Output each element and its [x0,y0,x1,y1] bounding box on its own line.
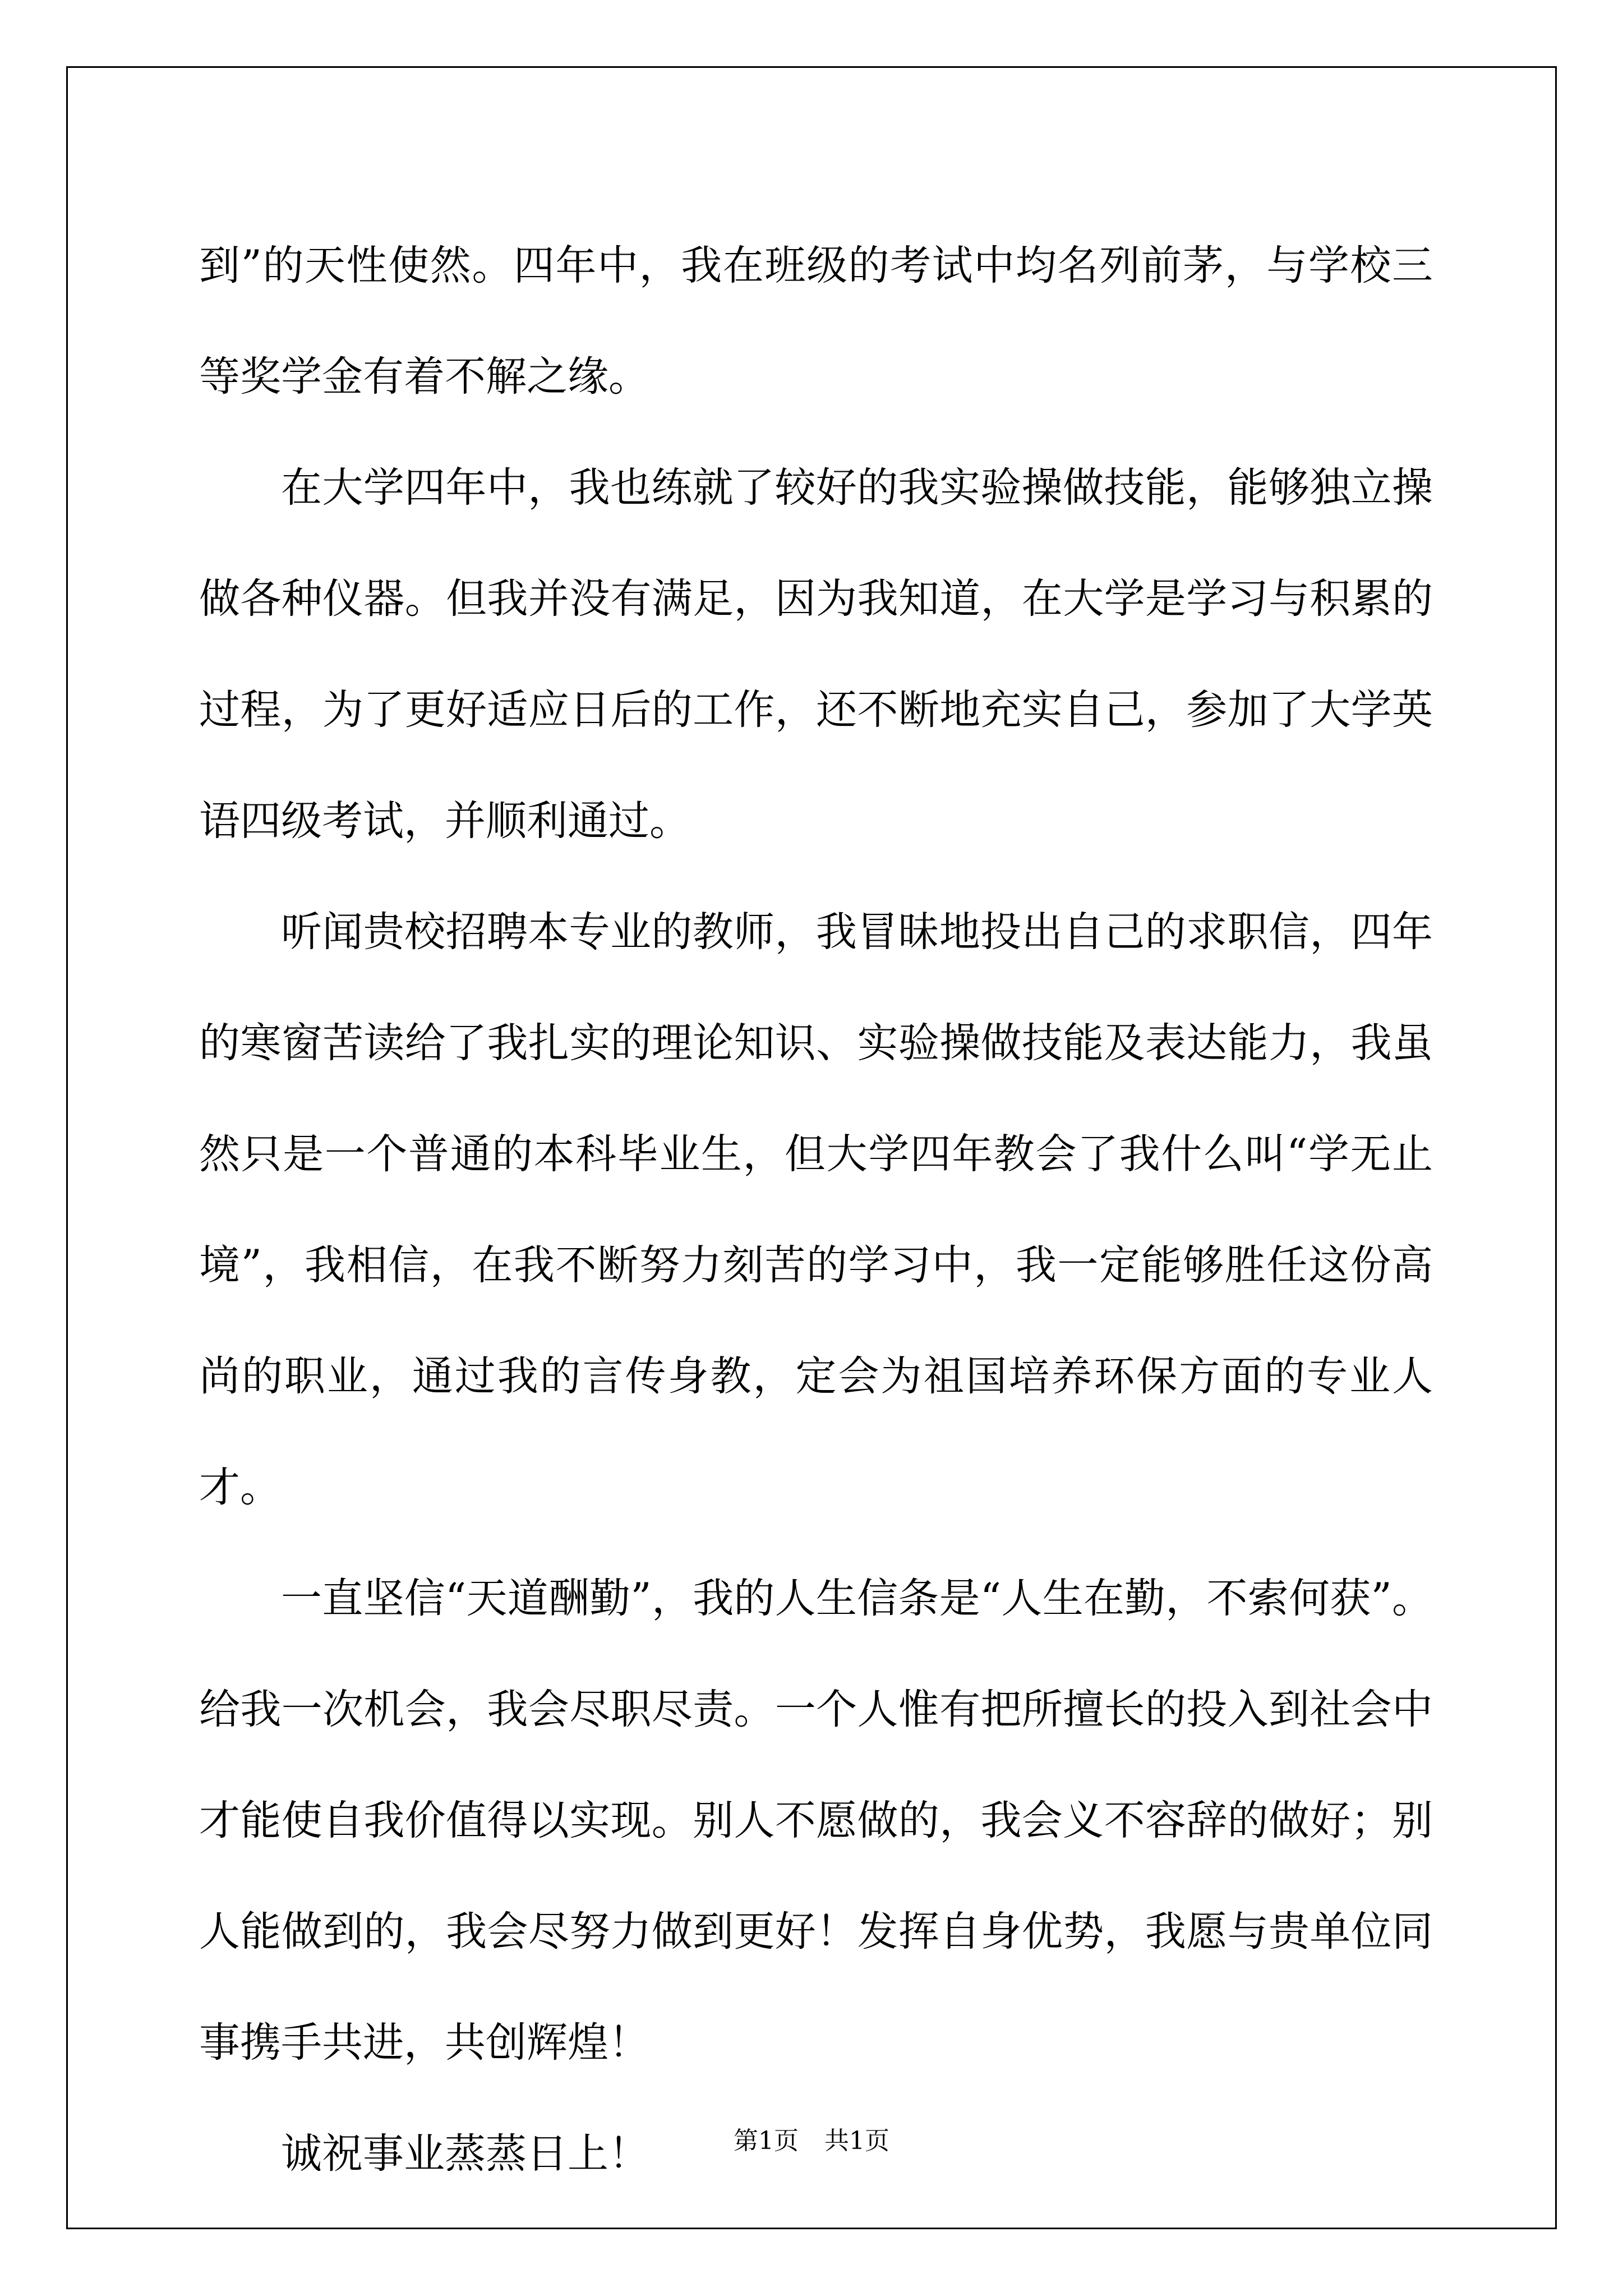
page-footer [0,2127,1623,2156]
paragraph-3: 听闻贵校招聘本专业的教师，我冒昧地投出自己的求职信，四年的寒窗苦读给了我扎实的理论知识、实验操做技能及表达能力，我虽然只是一个普通的本科毕业生，但大学四年教会了我什么叫“学无止境”，我相信，在我不断努力刻苦的学习中，我一定能够胜任这份高尚的职业，通过我的言传身教，定会为祖国培养环保方面的专业人才。 [199,908,1433,1511]
paragraph-4: 一直坚信“天道酬勤”，我的人生信条是“人生在勤，不索何获”。给我一次机会，我会尽职尽责。一个人惟有把所擅长的投入到社会中才能使自我价值得以实现。别人不愿做的，我会义不容辞的做好；别人能做到的，我会尽努力做到更好！发挥自身优势，我愿与贵单位同事携手共进，共创辉煌！ [199,1575,1433,2067]
letter-body [199,210,1433,2210]
paragraph-2: 在大学四年中，我也练就了较好的我实验操做技能，能够独立操做各种仪器。但我并没有满足，因为我知道，在大学是学习与积累的过程，为了更好适应日后的工作，还不断地充实自己，参加了大学英语四级考试，并顺利通过。 [199,464,1433,845]
page-number-total: 共1页 [824,2127,889,2155]
paragraph-1: 到”的天性使然。四年中，我在班级的考试中均名列前茅，与学校三等奖学金有着不解之缘。 [199,242,1433,401]
paragraph-5: 诚祝事业蒸蒸日上！ [281,2130,649,2178]
page-number-current: 第1页 [734,2127,799,2155]
